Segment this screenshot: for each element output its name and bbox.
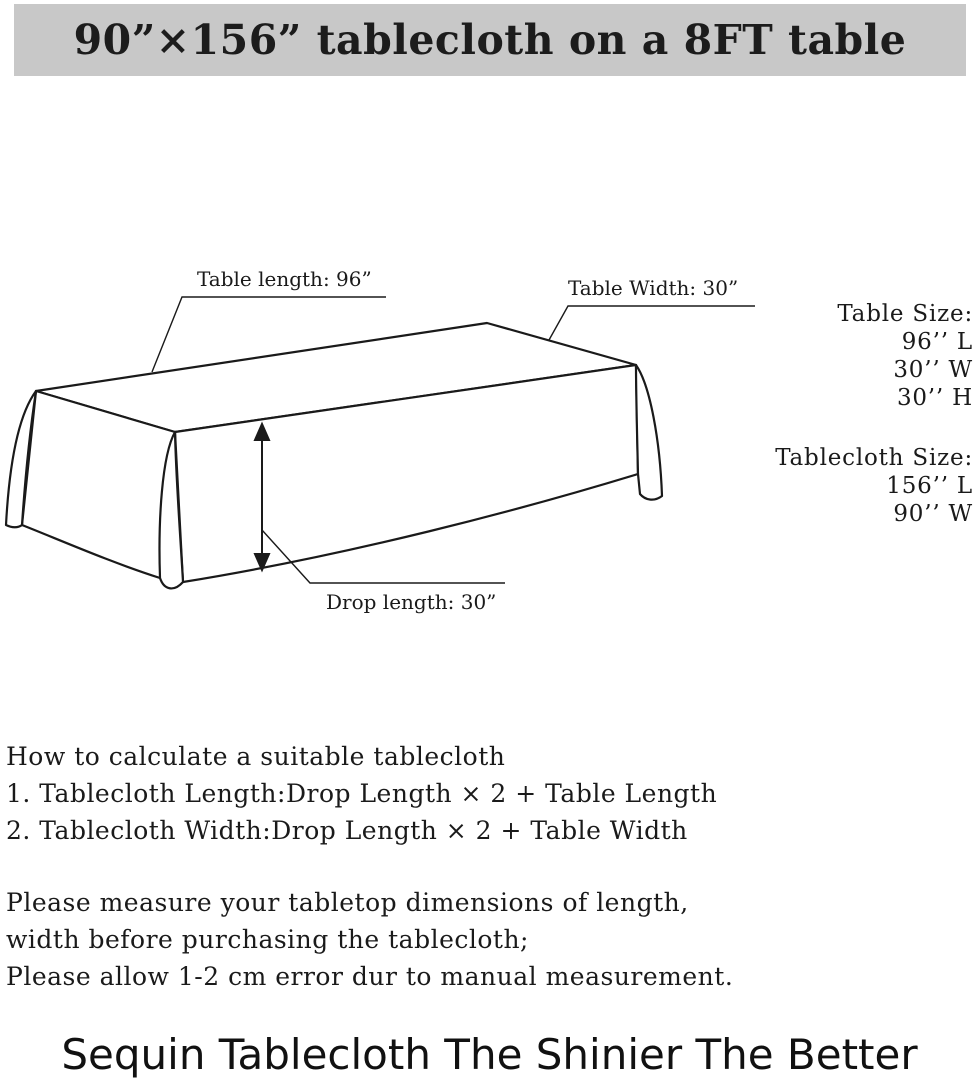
note-line-3: Please allow 1-2 cm error dur to manual measurement. bbox=[6, 962, 734, 991]
footer-tagline: Sequin Tablecloth The Shinier The Better bbox=[61, 1030, 918, 1079]
page-title: 90”×156” tablecloth on a 8FT table bbox=[73, 16, 907, 64]
table-size-block bbox=[837, 300, 973, 412]
calculation-instructions bbox=[6, 738, 717, 849]
table-size-width: 30’’ W bbox=[893, 357, 973, 383]
tablecloth-size-width: 90’’ W bbox=[893, 501, 973, 527]
instructions-step-2: 2. Tablecloth Width:Drop Length × 2 + Table Width bbox=[6, 816, 688, 845]
drop-length-label: Drop length: 30” bbox=[326, 590, 497, 614]
right-corner-flap bbox=[636, 365, 662, 500]
note-line-2: width before purchasing the tablecloth; bbox=[6, 925, 529, 954]
tablecloth-size-length: 156’’ L bbox=[886, 473, 973, 499]
instructions-heading: How to calculate a suitable tablecloth bbox=[6, 742, 506, 771]
tablecloth-size-heading: Tablecloth Size: bbox=[775, 445, 973, 471]
instructions-step-1: 1. Tablecloth Length:Drop Length × 2 + Table Length bbox=[6, 779, 718, 808]
tablecloth-size-block bbox=[775, 444, 973, 528]
measurement-note bbox=[6, 884, 733, 995]
table-size-length: 96’’ L bbox=[901, 329, 973, 355]
table-size-height: 30’’ H bbox=[896, 385, 973, 411]
table-size-heading: Table Size: bbox=[837, 301, 973, 327]
table-width-label: Table Width: 30” bbox=[568, 276, 739, 300]
table-width-leader bbox=[549, 306, 755, 340]
note-line-1: Please measure your tabletop dimensions of length, bbox=[6, 888, 689, 917]
table-length-label: Table length: 96” bbox=[197, 267, 372, 291]
